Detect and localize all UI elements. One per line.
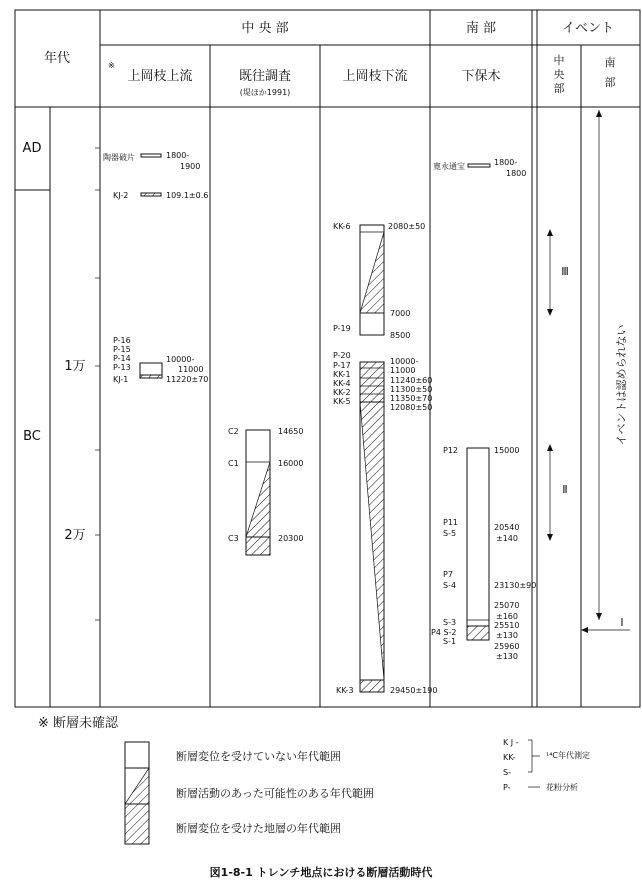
col1-p15: P-15 xyxy=(113,345,131,354)
col1-p16: P-16 xyxy=(113,336,131,345)
header-col2: 既往調査 xyxy=(238,69,292,84)
header-nanbu: 南 部 xyxy=(465,21,497,36)
legend-l1: 断層変位を受けていない年代範囲 xyxy=(176,750,341,763)
col4-a4: ±130 xyxy=(496,631,518,640)
col1 xyxy=(103,151,208,384)
header-chuobu: 中 央 部 xyxy=(241,21,289,36)
col4-p11: P11 xyxy=(443,518,459,527)
col4-s3: S-3 xyxy=(443,618,457,627)
col4-kanei-box xyxy=(468,164,490,167)
col3-a5: 11350±70 xyxy=(390,394,433,403)
age-ad: AD xyxy=(22,141,42,156)
col1-kj1: KJ-1 xyxy=(113,375,129,384)
header-col2-sub: (堤ほか1991) xyxy=(239,88,291,97)
header-event-chuo xyxy=(554,53,565,95)
col4-p4s2: P4 S-2 xyxy=(431,628,457,637)
col3-a1: 10000- xyxy=(390,357,419,366)
header-col1-mark: ※ xyxy=(108,61,115,70)
svg-text:南: 南 xyxy=(604,56,616,69)
col3-a6: 12080±50 xyxy=(390,403,433,412)
col1-age-c: 11220±70 xyxy=(166,375,209,384)
header-col3: 上岡枝下流 xyxy=(342,69,408,84)
nan-no-event: イベントは認められない xyxy=(615,324,628,446)
col3-kk6: KK-6 xyxy=(333,222,351,231)
legend-l3: 断層変位を受けた地層の年代範囲 xyxy=(176,822,341,835)
col4-s4-age: 23130±90 xyxy=(494,581,537,590)
legend-p: P- xyxy=(503,783,511,792)
legend xyxy=(125,738,590,844)
col1-age-b: 11000 xyxy=(178,365,204,374)
legend-s: S- xyxy=(503,768,511,777)
col4-s1: S-1 xyxy=(443,637,457,646)
header-nendai: 年代 xyxy=(43,51,71,66)
col4-a5: 25960 xyxy=(494,642,520,651)
event-i: Ⅰ xyxy=(620,616,624,629)
legend-box-hatch xyxy=(125,804,149,844)
col4-a3: 25510 xyxy=(494,621,520,630)
col1-kj2-age: 109.1±0.6 xyxy=(166,191,209,200)
col1-p14: P-14 xyxy=(113,354,131,363)
col4-kanei-age2: 1800 xyxy=(506,169,527,178)
col4-s4: S-4 xyxy=(443,581,457,590)
col2-c1: C1 xyxy=(228,459,239,468)
col2-a1: 14650 xyxy=(278,427,304,436)
legend-l2: 断層活動のあった可能性のある年代範囲 xyxy=(176,787,374,800)
col2-a3: 20300 xyxy=(278,534,304,543)
col1-tokiki-box xyxy=(141,154,161,157)
col3-a3: 11240±60 xyxy=(390,376,433,385)
col3-p17: P-17 xyxy=(333,361,351,370)
note-mikakunin: ※ 断層未確認 xyxy=(38,716,119,731)
col3-p20: P-20 xyxy=(333,351,351,360)
age-1man: 1万 xyxy=(64,359,86,374)
col2-a2: 16000 xyxy=(278,459,304,468)
col3-kk2: KK-2 xyxy=(333,388,351,397)
col4-p7: P7 xyxy=(443,570,453,579)
col1-kj2-box xyxy=(141,193,161,196)
col3-p19: P-19 xyxy=(333,324,351,333)
header-event-nan xyxy=(605,56,616,89)
col3-kk6-age: 2080±50 xyxy=(388,222,426,231)
col4-a2: ±160 xyxy=(496,612,518,621)
figure-caption: 図1-8-1 トレンチ地点における断層活動時代 xyxy=(209,866,433,879)
table-frame xyxy=(15,10,640,707)
age-bc: BC xyxy=(23,429,41,444)
col1-p13: P-13 xyxy=(113,363,131,372)
col4-box xyxy=(467,448,489,640)
col1-kj2: KJ-2 xyxy=(113,191,129,200)
col4-s5-age2: ±140 xyxy=(496,534,518,543)
event-ii: Ⅱ xyxy=(562,483,568,496)
svg-text:部: 部 xyxy=(553,82,565,95)
col4-kanei-age: 1800- xyxy=(494,158,518,167)
col2-hatch xyxy=(246,537,270,555)
col1-tokiki-age: 1800- xyxy=(166,151,190,160)
events xyxy=(547,110,632,633)
col3-a4: 11300±50 xyxy=(390,385,433,394)
legend-kk: KK- xyxy=(503,753,516,762)
col1-tokiki-age2: 1900 xyxy=(180,162,201,171)
header-col1: 上岡枝上流 xyxy=(127,69,193,84)
col3-kk3-age: 29450±190 xyxy=(390,686,438,695)
legend-kj: K J - xyxy=(503,738,519,747)
col3-7000: 7000 xyxy=(390,309,411,318)
col1-tokiki: 陶器破片 xyxy=(103,153,135,162)
svg-text:中: 中 xyxy=(553,54,565,67)
col3-kk3: KK-3 xyxy=(336,686,354,695)
col4-p12-age: 15000 xyxy=(494,446,520,455)
col4-p12: P12 xyxy=(443,446,459,455)
header-event: イベント xyxy=(561,21,615,36)
col2-c2: C2 xyxy=(228,427,239,436)
svg-text:部: 部 xyxy=(604,76,616,89)
col3-lower-hatch-bottom xyxy=(360,680,384,692)
legend-kafun: 花粉分析 xyxy=(546,783,578,792)
col3-kk4: KK-4 xyxy=(333,379,351,388)
svg-text:央: 央 xyxy=(553,68,565,81)
col1-age-a: 10000- xyxy=(166,355,195,364)
legend-box-white xyxy=(125,742,149,768)
header-col4: 下保木 xyxy=(461,69,501,84)
col4-kanei: 寛永通宝 xyxy=(433,162,465,171)
col2-c3: C3 xyxy=(228,534,239,543)
col1-range-box xyxy=(140,363,162,375)
col3-a2: 11000 xyxy=(390,366,416,375)
legend-c14: ¹⁴C年代測定 xyxy=(546,751,590,760)
col3-kk5: KK-5 xyxy=(333,397,351,406)
col4-a1: 25070 xyxy=(494,601,520,610)
col3 xyxy=(333,222,437,695)
col3-kk1: KK-1 xyxy=(333,370,351,379)
col1-range-hatch xyxy=(140,375,162,378)
col2 xyxy=(228,427,303,555)
col4-s5: S-5 xyxy=(443,529,457,538)
col3-8500: 8500 xyxy=(390,331,411,340)
col4-a6: ±130 xyxy=(496,652,518,661)
col4 xyxy=(431,158,536,661)
age-2man: 2万 xyxy=(64,528,86,543)
col4-hatch xyxy=(467,626,489,640)
event-iii: Ⅲ xyxy=(561,265,569,278)
col4-s5-age: 20540 xyxy=(494,523,520,532)
